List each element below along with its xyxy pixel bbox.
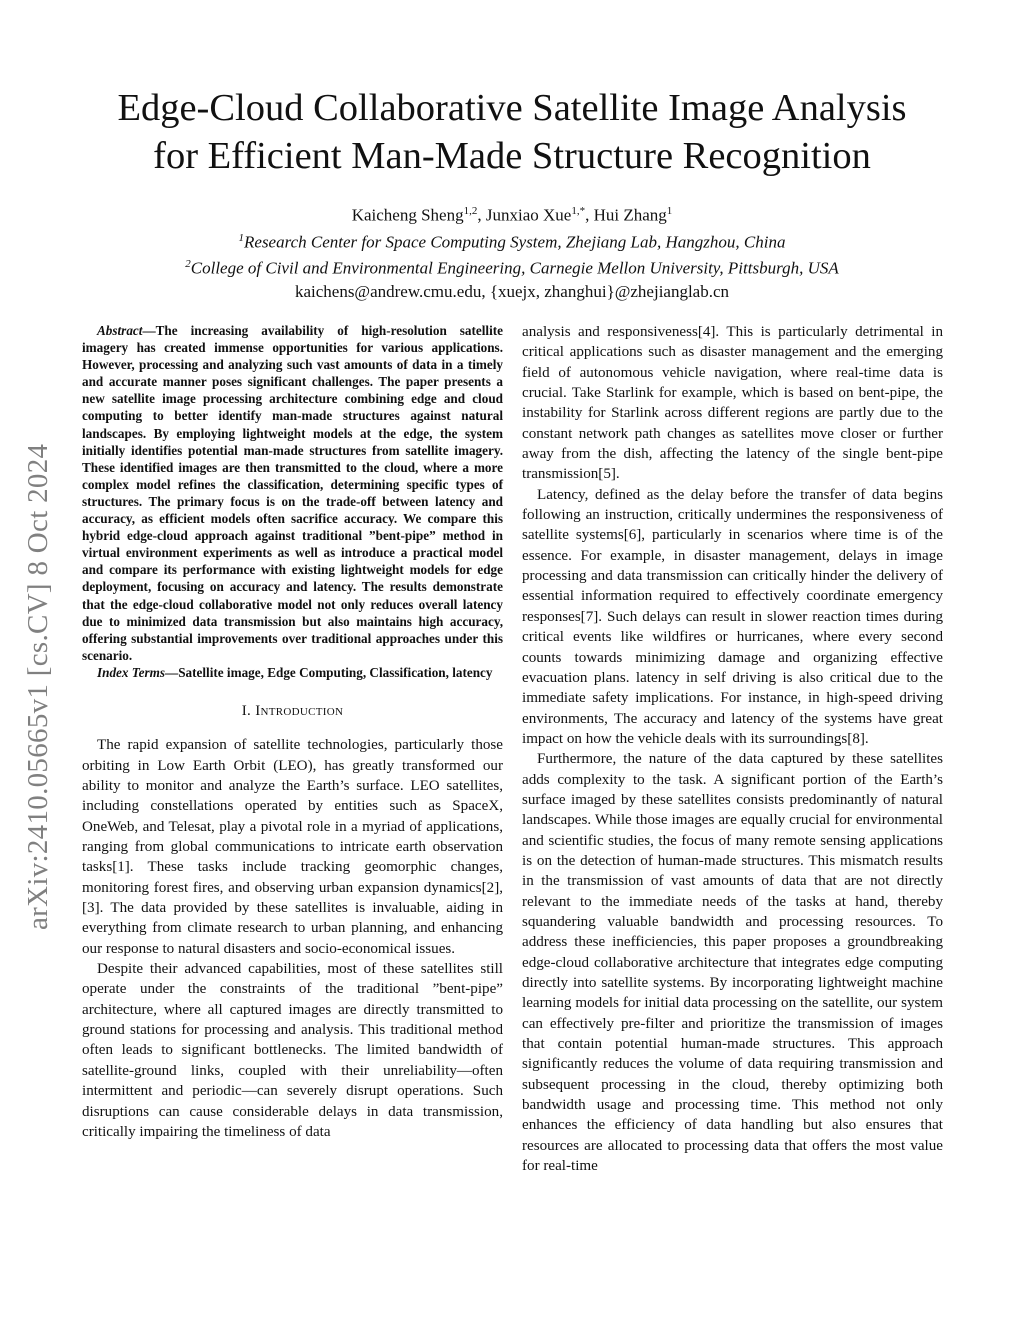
section-title: Introduction	[255, 702, 344, 719]
right-column	[522, 322, 943, 1176]
author-affil-sup: 1,*	[571, 205, 586, 217]
author-list: Kaicheng Sheng$^{1,2}$, Junxiao Xue$^{1,*}$, Hui Zhang$^1$	[351, 205, 673, 225]
affiliation-1	[60, 227, 964, 254]
paragraph: analysis and responsiveness[4]. This is particularly detrimental in critical applications such as disaster management and the emerging field of autonomous vehicle navigation, where real-time data is crucial. Take Starlink for example, which is based on bent-pipe, the instability for Starlink across different regions are partly due to the constant network path changes as satellites move closer or further away from the dish, affecting the latency of the single bent-pipe transmission[5].	[522, 324, 943, 483]
index-terms-text: —Satellite image, Edge Computing, Classification, latency	[165, 664, 493, 680]
abstract	[82, 322, 503, 664]
left-column	[82, 322, 503, 1142]
paragraph: Despite their advanced capabilities, most of these satellites still operate under the constraints of the traditional ”bent-pipe” architecture, where all captured images are directly transmitted to ground stations for processing and analysis. This traditional method often leads to significant bottlenecks. The limited bandwidth of satellite-ground links, coupled with their unreliability—often intermittent and periodic—can severely disrupt operations. Such disruptions can cause considerable delays in data transmission, critically impairing the timeliness of data	[82, 961, 503, 1140]
author-name: Hui Zhang	[593, 205, 667, 225]
title-line-2: for Efficient Man-Made Structure Recognition	[153, 135, 871, 177]
index-terms	[82, 664, 503, 681]
affiliation-sup: 2	[185, 258, 191, 271]
author-affil-sup: 1,2	[463, 205, 478, 217]
author-affil-sup: 1	[666, 205, 673, 217]
author-block	[60, 200, 964, 303]
affiliation-text: Research Center for Space Computing System, Zhejiang Lab, Hangzhou, China	[244, 232, 786, 252]
paper-title	[60, 84, 964, 180]
affiliation-2	[60, 253, 964, 280]
paragraph: The rapid expansion of satellite technologies, particularly those orbiting in Low Earth Orbit (LEO), has greatly transformed our ability to monitor and analyze the Earth’s surface. LEO satellites, including constellations operated by entities such as SpaceX, OneWeb, and Telesat, play a pivotal role in a myriad of applications, ranging from global communications to intricate earth observation tasks[1]. These tasks include tracking geomorphic changes, monitoring forest fires, and observing urban expansion dynamics[2], [3]. The data provided by these satellites is invaluable, aiding in everything from climate research to urban planning, and enhancing our response to natural disasters and socio-economical issues.	[82, 737, 503, 957]
section-heading	[82, 701, 503, 721]
arxiv-identifier: arXiv:2410.05665v1 [cs.CV] 8 Oct 2024	[22, 443, 54, 930]
paragraph: Furthermore, the nature of the data captured by these satellites adds complexity to the task. A significant portion of the Earth’s surface imaged by these satellites consists predominantly of natural landscapes. While those images are equally crucial for environmental and scientific studies, the focus of many remote sensing applications is on the detection of human-made structures. This mismatch results in the transmission of vast amounts of data that are not directly relevant to the immediate needs of the tasks at hand, thereby squandering valuable bandwidth and processing resources. To address these inefficiencies, this paper proposes a groundbreaking edge-cloud collaborative architecture that integrates edge computing directly into satellite systems. By incorporating lightweight machine learning models for initial data processing on the satellite, our system can effectively pre-filter and prioritize the transmission of images that contain potential human-made structures. This approach significantly reduces the volume of data requiring transmission and subsequent processing in the cloud, thereby optimizing both bandwidth usage and processing time. This method not only enhances the efficiency of data handling but also ensures that resources are allocated to processing data that offers the most value for real-time	[522, 751, 943, 1175]
section-number: I.	[241, 702, 252, 719]
author-name: Kaicheng Sheng	[351, 205, 464, 225]
affiliation-text: College of Civil and Environmental Engineering, Carnegie Mellon University, Pittsburgh, USA	[190, 258, 839, 278]
affiliation-sup: 1	[238, 231, 245, 244]
abstract-label: Abstract	[97, 323, 143, 338]
title-line-1: Edge-Cloud Collaborative Satellite Image Analysis	[117, 87, 907, 129]
abstract-text: —The increasing availability of high-resolution satellite imagery has created immense opportunities for various applications. However, processing and analyzing such vast amounts of data in a timely and accurate manner poses significant challenges. The paper presents a new satellite image processing architecture combining edge and cloud computing to better identify man-made structures against natural landscapes. By employing lightweight models at the edge, the system initially identifies potential man-made structures from satellite imagery. These identified images are then transmitted to the cloud, where a more complex model refines the classification, determining specific types of structures. The primary focus is on the trade-off between latency and accuracy, as efficient models often sacrifice accuracy. We compare this hybrid edge-cloud approach against traditional ”bent-pipe” method in virtual environment experiments as well as introduce a practical model and compare its performance with existing lightweight models for edge deployment, focusing on accuracy and latency. The results demonstrate that the edge-cloud collaborative model not only reduces overall latency due to minimized data transmission but also maintains high accuracy, offering substantial improvements over traditional approaches under this scenario.	[82, 323, 503, 663]
author-emails: kaichens@andrew.cmu.edu, {xuejx, zhanghui}@zhejianglab.cn	[294, 281, 730, 301]
author-name: Junxiao Xue	[485, 205, 572, 225]
paragraph: Latency, defined as the delay before the transfer of data begins following an instruction, critically undermines the responsiveness of satellite systems[6], particularly in scenarios where time is of the essence. For example, in disaster management, delays in image processing and data transmission can critically hinder the delivery of essential information required to effectively coordinate emergency responses[7]. Such delays can result in slower reaction times during critical events like wildfires or hurricanes, where every second counts towards minimizing damage and organizing effective evacuation plans. latency in self driving is also critical due to the immediate safety implications. For instance, in high-speed driving environments, The accuracy and latency of the systems have great impact on how the vehicle deals with its surroundings[8].	[522, 486, 943, 747]
index-terms-label: Index Terms	[97, 664, 166, 680]
